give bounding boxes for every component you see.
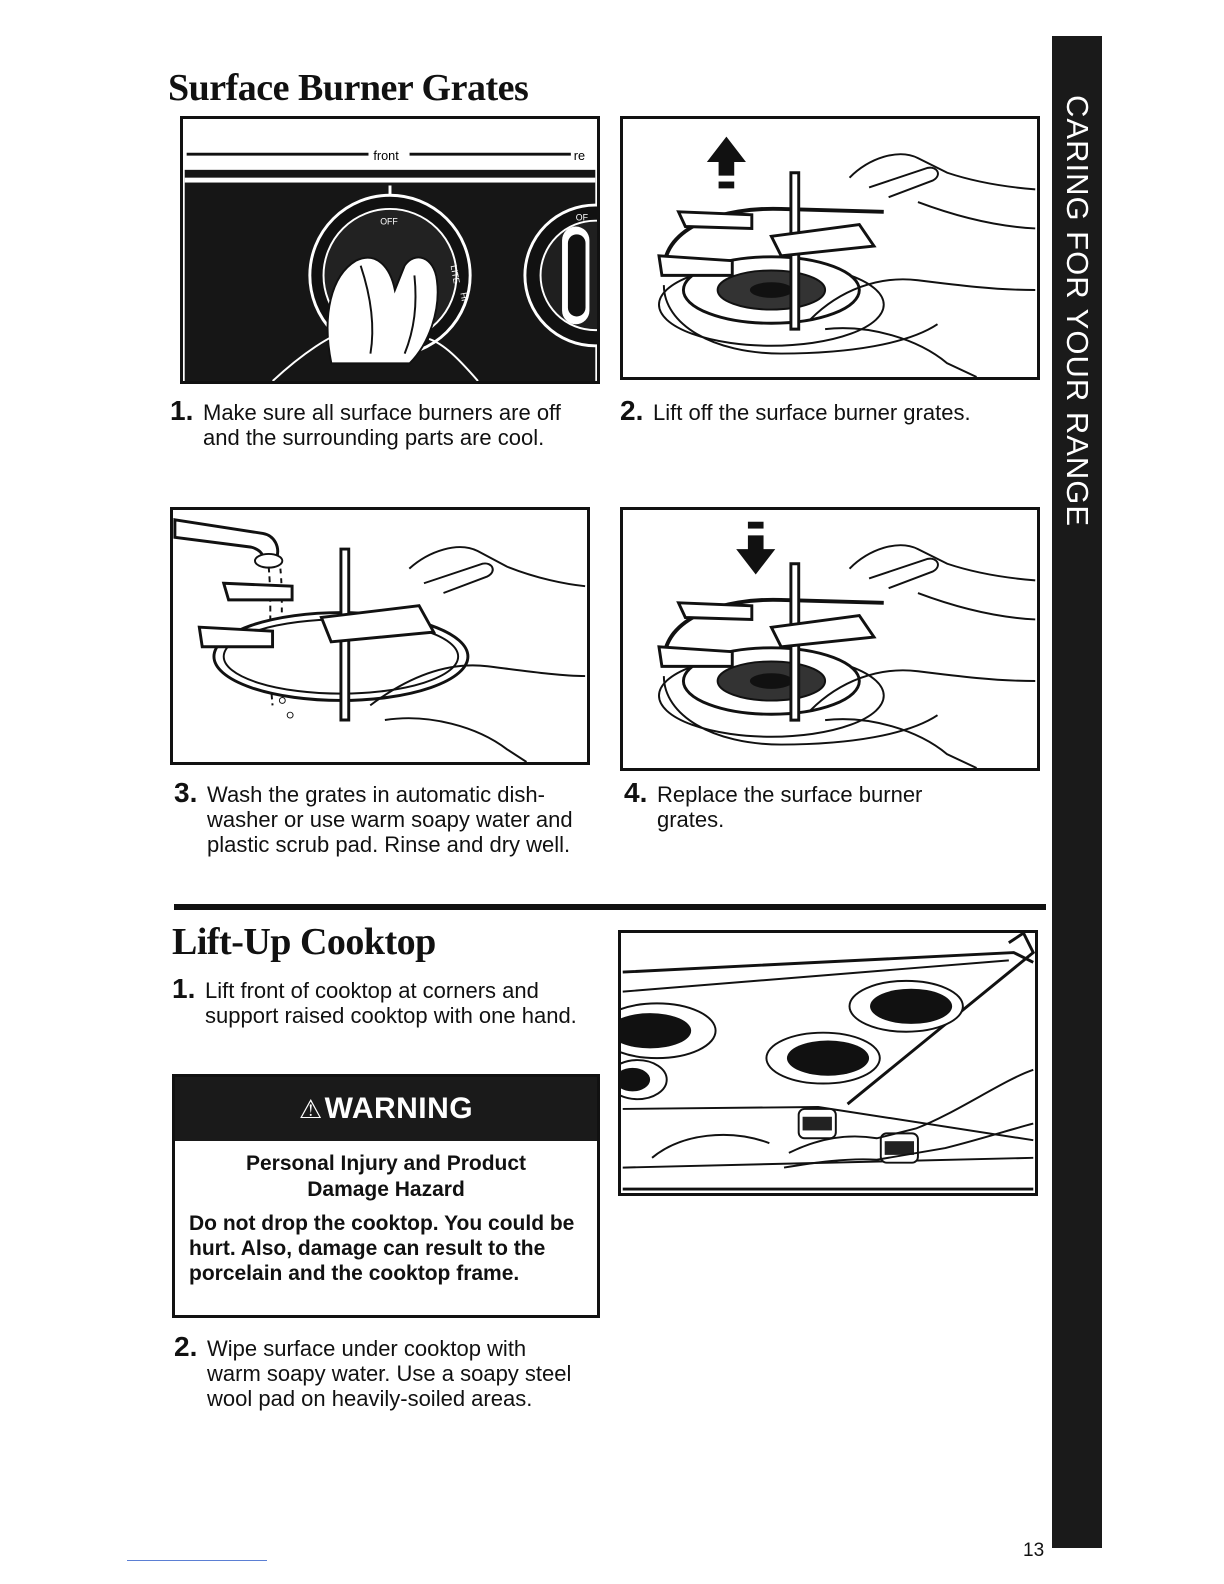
figure-knobs-off [180, 116, 600, 384]
step-2-grates: 2. Lift off the surface burner grates. [620, 395, 971, 426]
figure-lift-up-cooktop [618, 930, 1038, 1196]
step-3-grates: 3. Wash the grates in automatic dish-washer or use warm soapy water and plastic scrub pad. Rinse and dry well. [174, 777, 573, 857]
warning-box [172, 1074, 600, 1318]
warning-title: WARNING [324, 1092, 474, 1125]
warning-triangle-icon: ⚠ [298, 1093, 323, 1124]
page-number: 13 [1023, 1540, 1045, 1561]
section-title-surface-burner-grates: Surface Burner Grates [168, 67, 529, 109]
footer-link-underline [127, 1560, 267, 1561]
arrow-up-icon [707, 137, 746, 189]
step-4-grates: 4. Replace the surface burner grates. [624, 777, 923, 832]
svg-text:HI: HI [458, 291, 470, 303]
side-tab-label: CARING FOR YOUR RANGE [1060, 95, 1095, 528]
figure-wash-grates [170, 507, 590, 765]
svg-text:LITE: LITE [448, 264, 462, 285]
label-front: front [373, 149, 399, 164]
step-1-cooktop: 1. Lift front of cooktop at corners and support raised cooktop with one hand. [172, 973, 577, 1028]
warning-header [175, 1077, 597, 1141]
step-2-cooktop: 2. Wipe surface under cooktop with warm soapy water. Use a soapy steel wool pad on heavily-soiled areas. [174, 1331, 572, 1411]
warning-body: Do not drop the cooktop. You could be hurt. Also, damage can result to the porcelain and the cooktop frame. [189, 1212, 575, 1285]
figure-replace-grates [620, 507, 1040, 771]
arrow-down-icon [736, 522, 775, 575]
svg-text:OF: OF [575, 212, 588, 223]
section-title-lift-up-cooktop: Lift-Up Cooktop [172, 921, 436, 963]
warning-subtitle: Personal Injury and Product Damage Hazard [245, 1152, 527, 1201]
step-1-grates: 1. Make sure all surface burners are off and the surrounding parts are cool. [170, 395, 561, 450]
section-divider [174, 904, 1046, 910]
figure-lift-grates [620, 116, 1040, 380]
knob-illustration [183, 119, 597, 381]
label-rear: re [573, 149, 586, 164]
svg-text:OFF: OFF [380, 216, 398, 227]
